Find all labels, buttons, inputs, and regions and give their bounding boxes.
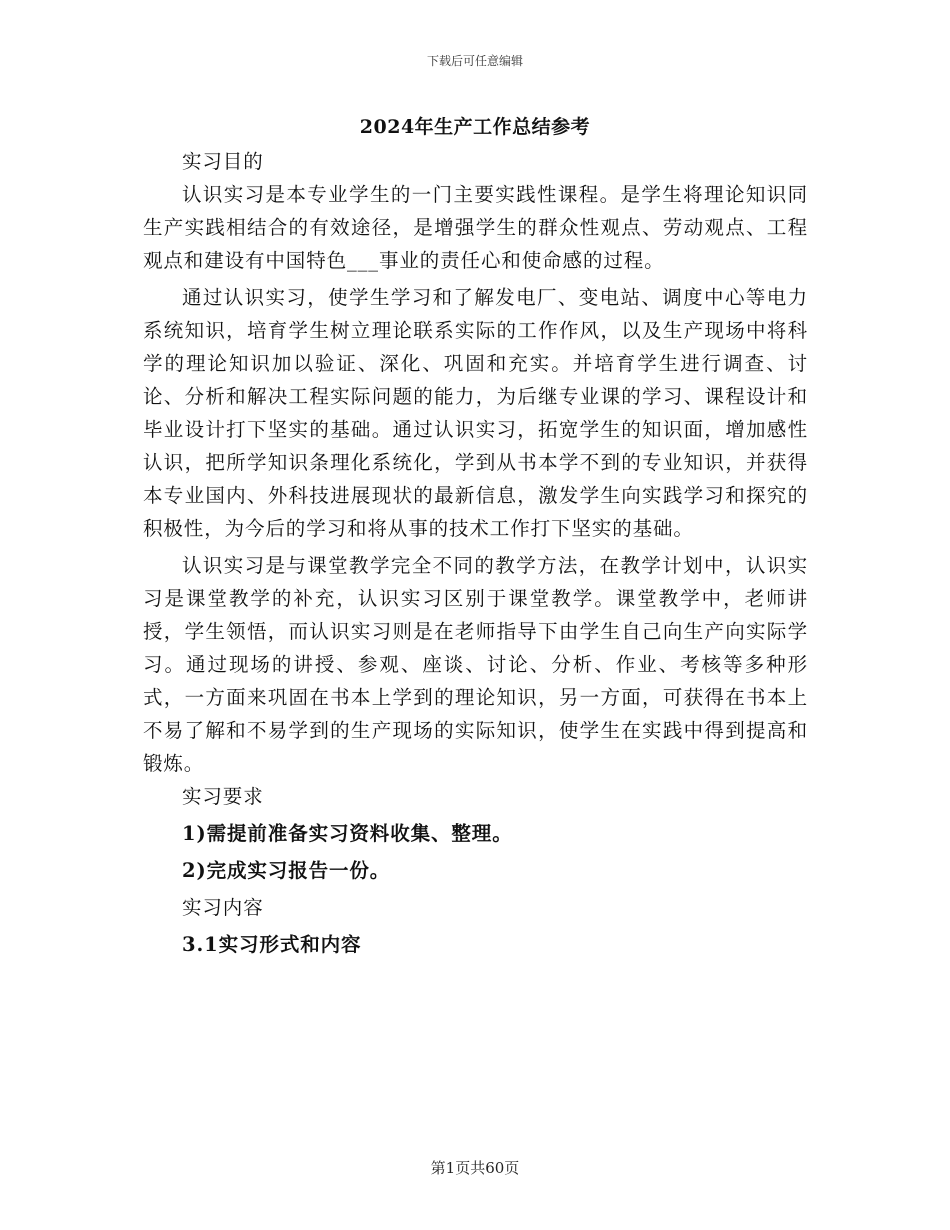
page-footer: 第1页共60页: [430, 1159, 520, 1177]
document-title: 2024年生产工作总结参考: [359, 116, 591, 138]
paragraph: 认识实习是与课堂教学完全不同的教学方法，在教学计划中，认识实习是课堂教学的补充，认识实习区别于课堂教学。课堂教学中，老师讲授，学生领悟，而认识实习则是在老师指导下由学生自己向生产向实际学习。通过现场的讲授、参观、座谈、讨论、分析、作业、考核等多种形式，一方面来巩固在书本上学到的理论知识，另一方面，可获得在书本上不易了解和不易学到的生产现场的实际知识，使学生在实践中得到提高和锻炼。: [143, 554, 808, 775]
page-header: 下载后可任意编辑: [426, 54, 523, 68]
document-body: [143, 145, 808, 961]
requirement-item: 1)需提前准备实习资料收集、整理。: [182, 822, 513, 845]
paragraph: 通过认识实习，使学生学习和了解发电厂、变电站、调度中心等电力系统知识，培育学生树立理论联系实际的工作作风，以及生产现场中将科学的理论知识加以验证、深化、巩固和充实。并培育学生进行调查、讨论、分析和解决工程实际问题的能力，为后继专业课的学习、课程设计和毕业设计打下坚实的基础。通过认识实习，拓宽学生的知识面，增加感性认识，把所学知识条理化系统化，学到从书本学不到的专业知识，并获得本专业国内、外科技进展现状的最新信息，激发学生向实践学习和探究的积极性，为今后的学习和将从事的技术工作打下坚实的基础。: [143, 286, 808, 540]
paragraph: 认识实习是本专业学生的一门主要实践性课程。是学生将理论知识同生产实践相结合的有效途径，是增强学生的群众性观点、劳动观点、工程观点和建设有中国特色___事业的责任心和使命感的过程。: [143, 183, 808, 272]
section-heading-content: 实习内容: [182, 896, 264, 919]
section-heading-requirements: 实习要求: [182, 785, 264, 808]
section-heading-purpose: 实习目的: [182, 150, 264, 173]
requirement-item: 2)完成实习报告一份。: [182, 859, 391, 882]
subsection-heading: 3.1实习形式和内容: [182, 933, 362, 956]
